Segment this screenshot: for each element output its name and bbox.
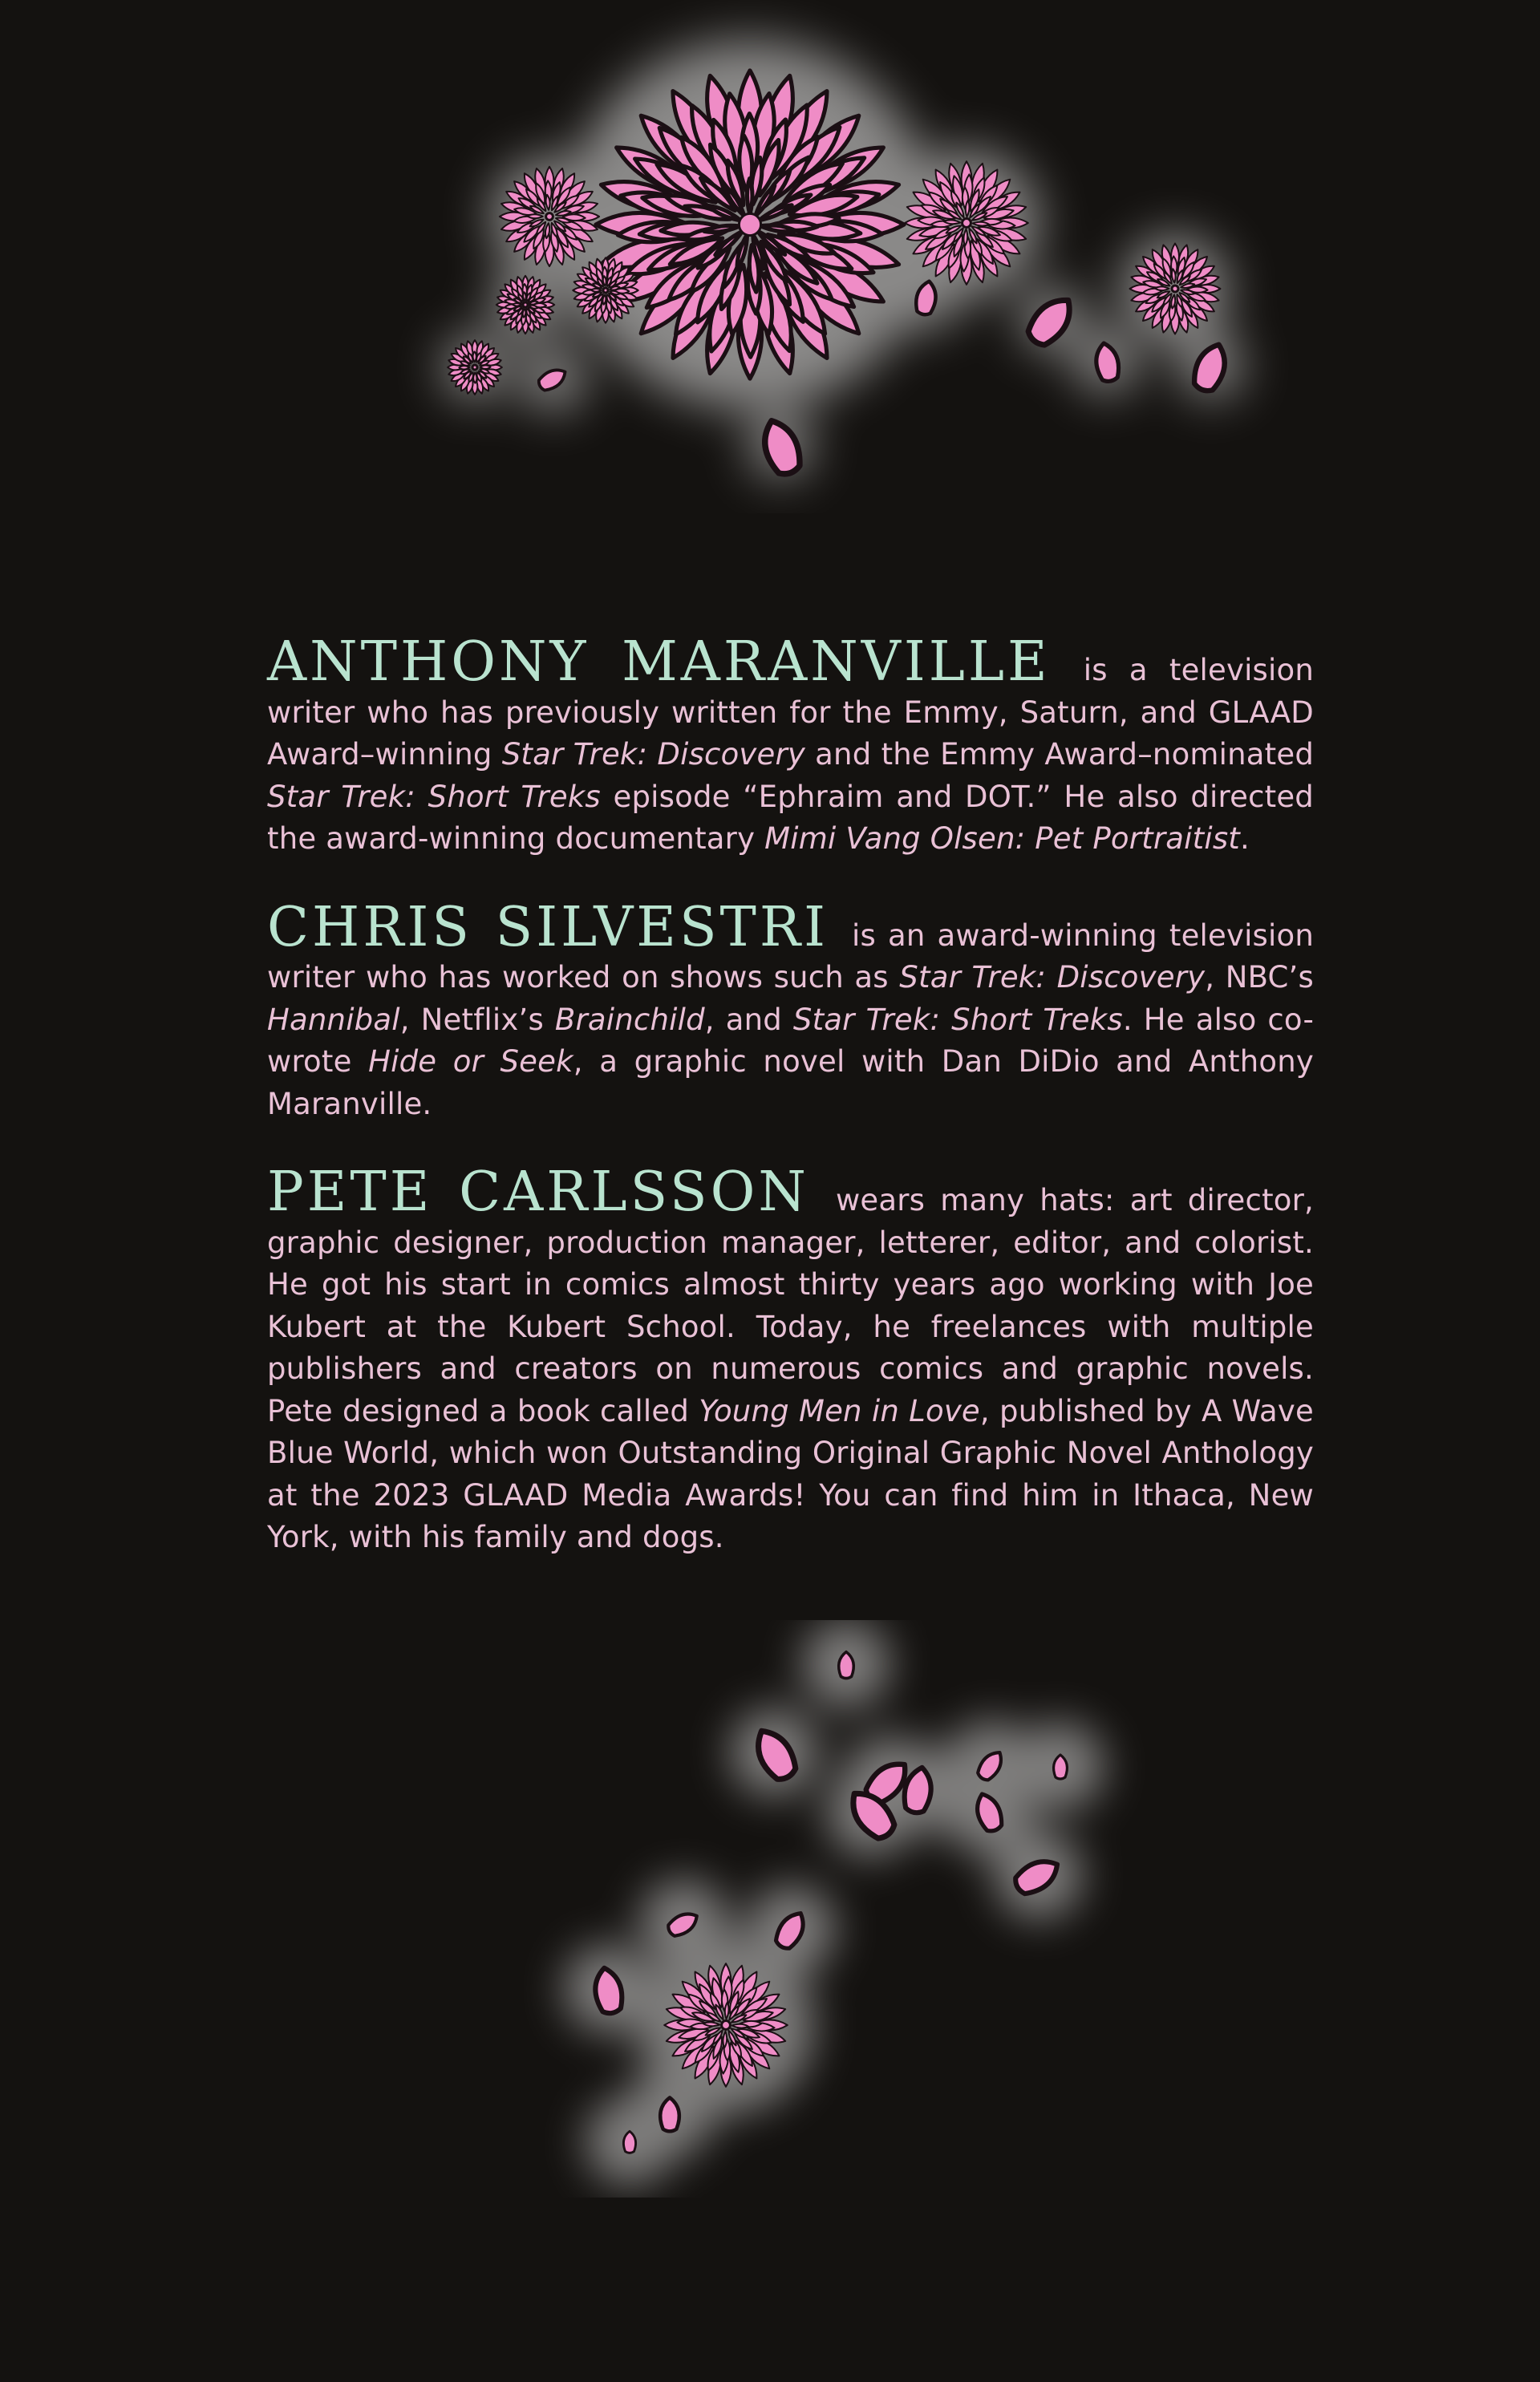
show-title: Star Trek: Discovery <box>899 960 1206 995</box>
petal-icon <box>972 1790 1006 1833</box>
show-title: Star Trek: Short Treks <box>267 779 601 814</box>
petal-icon <box>902 1765 935 1815</box>
bio-text: wears many hats: art director, graphic designer, production manager, letterer, editor, and colorist. He got his start in comics almost thirty years ago working with Joe Kubert at the Kubert School. Today, he freelances with multiple publishers and creators on numerous comics and graphic novels. Pete designed a book called <box>267 1183 1314 1428</box>
bio-text: , a graphic novel with Dan DiDio and Anthony Maranville. <box>267 1044 1314 1121</box>
author-name: PETE CARLSSON <box>267 1161 809 1224</box>
bio-anthony-maranville <box>267 630 1315 861</box>
bio-text: and the Emmy Award–nominated <box>805 737 1315 772</box>
petal-icon <box>839 1652 854 1679</box>
petal-icon <box>914 280 938 316</box>
petal-icon <box>660 2097 679 2131</box>
bio-text: , published by A Wave Blue World, which won Outstanding Original Graphic Novel Anthology at the 2023 GLAAD Media Awards! You can find him in Ithaca, New York, with his family and dogs. <box>267 1393 1314 1554</box>
bio-text: is a television writer who has previously written for the Emmy, Saturn, and GLAAD Award–winning <box>267 653 1314 772</box>
bio-text: , Netflix’s <box>399 1002 555 1037</box>
petal-icon <box>665 1908 701 1939</box>
bio-text: . He also co-wrote <box>267 1002 1315 1079</box>
petal-icon <box>592 1966 626 2015</box>
book-title: Hide or Seek <box>368 1044 573 1079</box>
bio-text: episode “Ephraim and DOT.” He also directed the award-winning documentary <box>267 779 1314 856</box>
flower-icon <box>596 71 904 379</box>
petal-icon <box>623 2131 635 2153</box>
petal-icon <box>843 1784 900 1843</box>
show-title: Brainchild <box>554 1002 705 1037</box>
petal-icon <box>1189 340 1231 395</box>
film-title: Mimi Vang Olsen: Pet Portraitist <box>764 821 1241 856</box>
petals-illustration-bottom <box>0 1620 1540 2198</box>
bio-text: , and <box>704 1002 793 1037</box>
petal-icon <box>975 1748 1007 1784</box>
petal-icon <box>1093 342 1121 383</box>
flower-icon <box>1130 244 1221 334</box>
flower-icon <box>573 257 638 322</box>
bio-text: . <box>1240 821 1250 856</box>
petal-icon <box>1054 1755 1068 1779</box>
show-title: Star Trek: Discovery <box>501 737 805 772</box>
flower-icon <box>664 1963 788 2087</box>
flowers-illustration-top <box>0 0 1540 513</box>
petal-icon <box>1023 290 1080 350</box>
petal-icon <box>1011 1853 1064 1898</box>
show-title: Hannibal <box>267 1002 400 1037</box>
bio-chris-silvestri <box>267 895 1315 1126</box>
petal-icon <box>772 1908 809 1952</box>
flower-icon <box>448 340 502 395</box>
bio-text: is an award-winning television writer who has worked on shows such as <box>267 918 1314 995</box>
bio-pete-carlsson <box>267 1161 1314 1559</box>
book-title: Young Men in Love <box>699 1393 980 1428</box>
bio-text: , NBC’s <box>1205 960 1314 995</box>
show-title: Star Trek: Short Treks <box>792 1002 1123 1037</box>
author-name: ANTHONY MARANVILLE <box>267 630 1051 694</box>
petal-icon <box>757 415 805 478</box>
flower-icon <box>905 161 1028 285</box>
petal-icon <box>861 1755 914 1808</box>
flower-icon <box>496 276 554 334</box>
author-name: CHRIS SILVESTRI <box>267 895 829 959</box>
petal-icon <box>536 365 569 394</box>
flower-icon <box>500 167 599 266</box>
author-bios <box>267 630 1315 1606</box>
petal-icon <box>749 1724 801 1784</box>
